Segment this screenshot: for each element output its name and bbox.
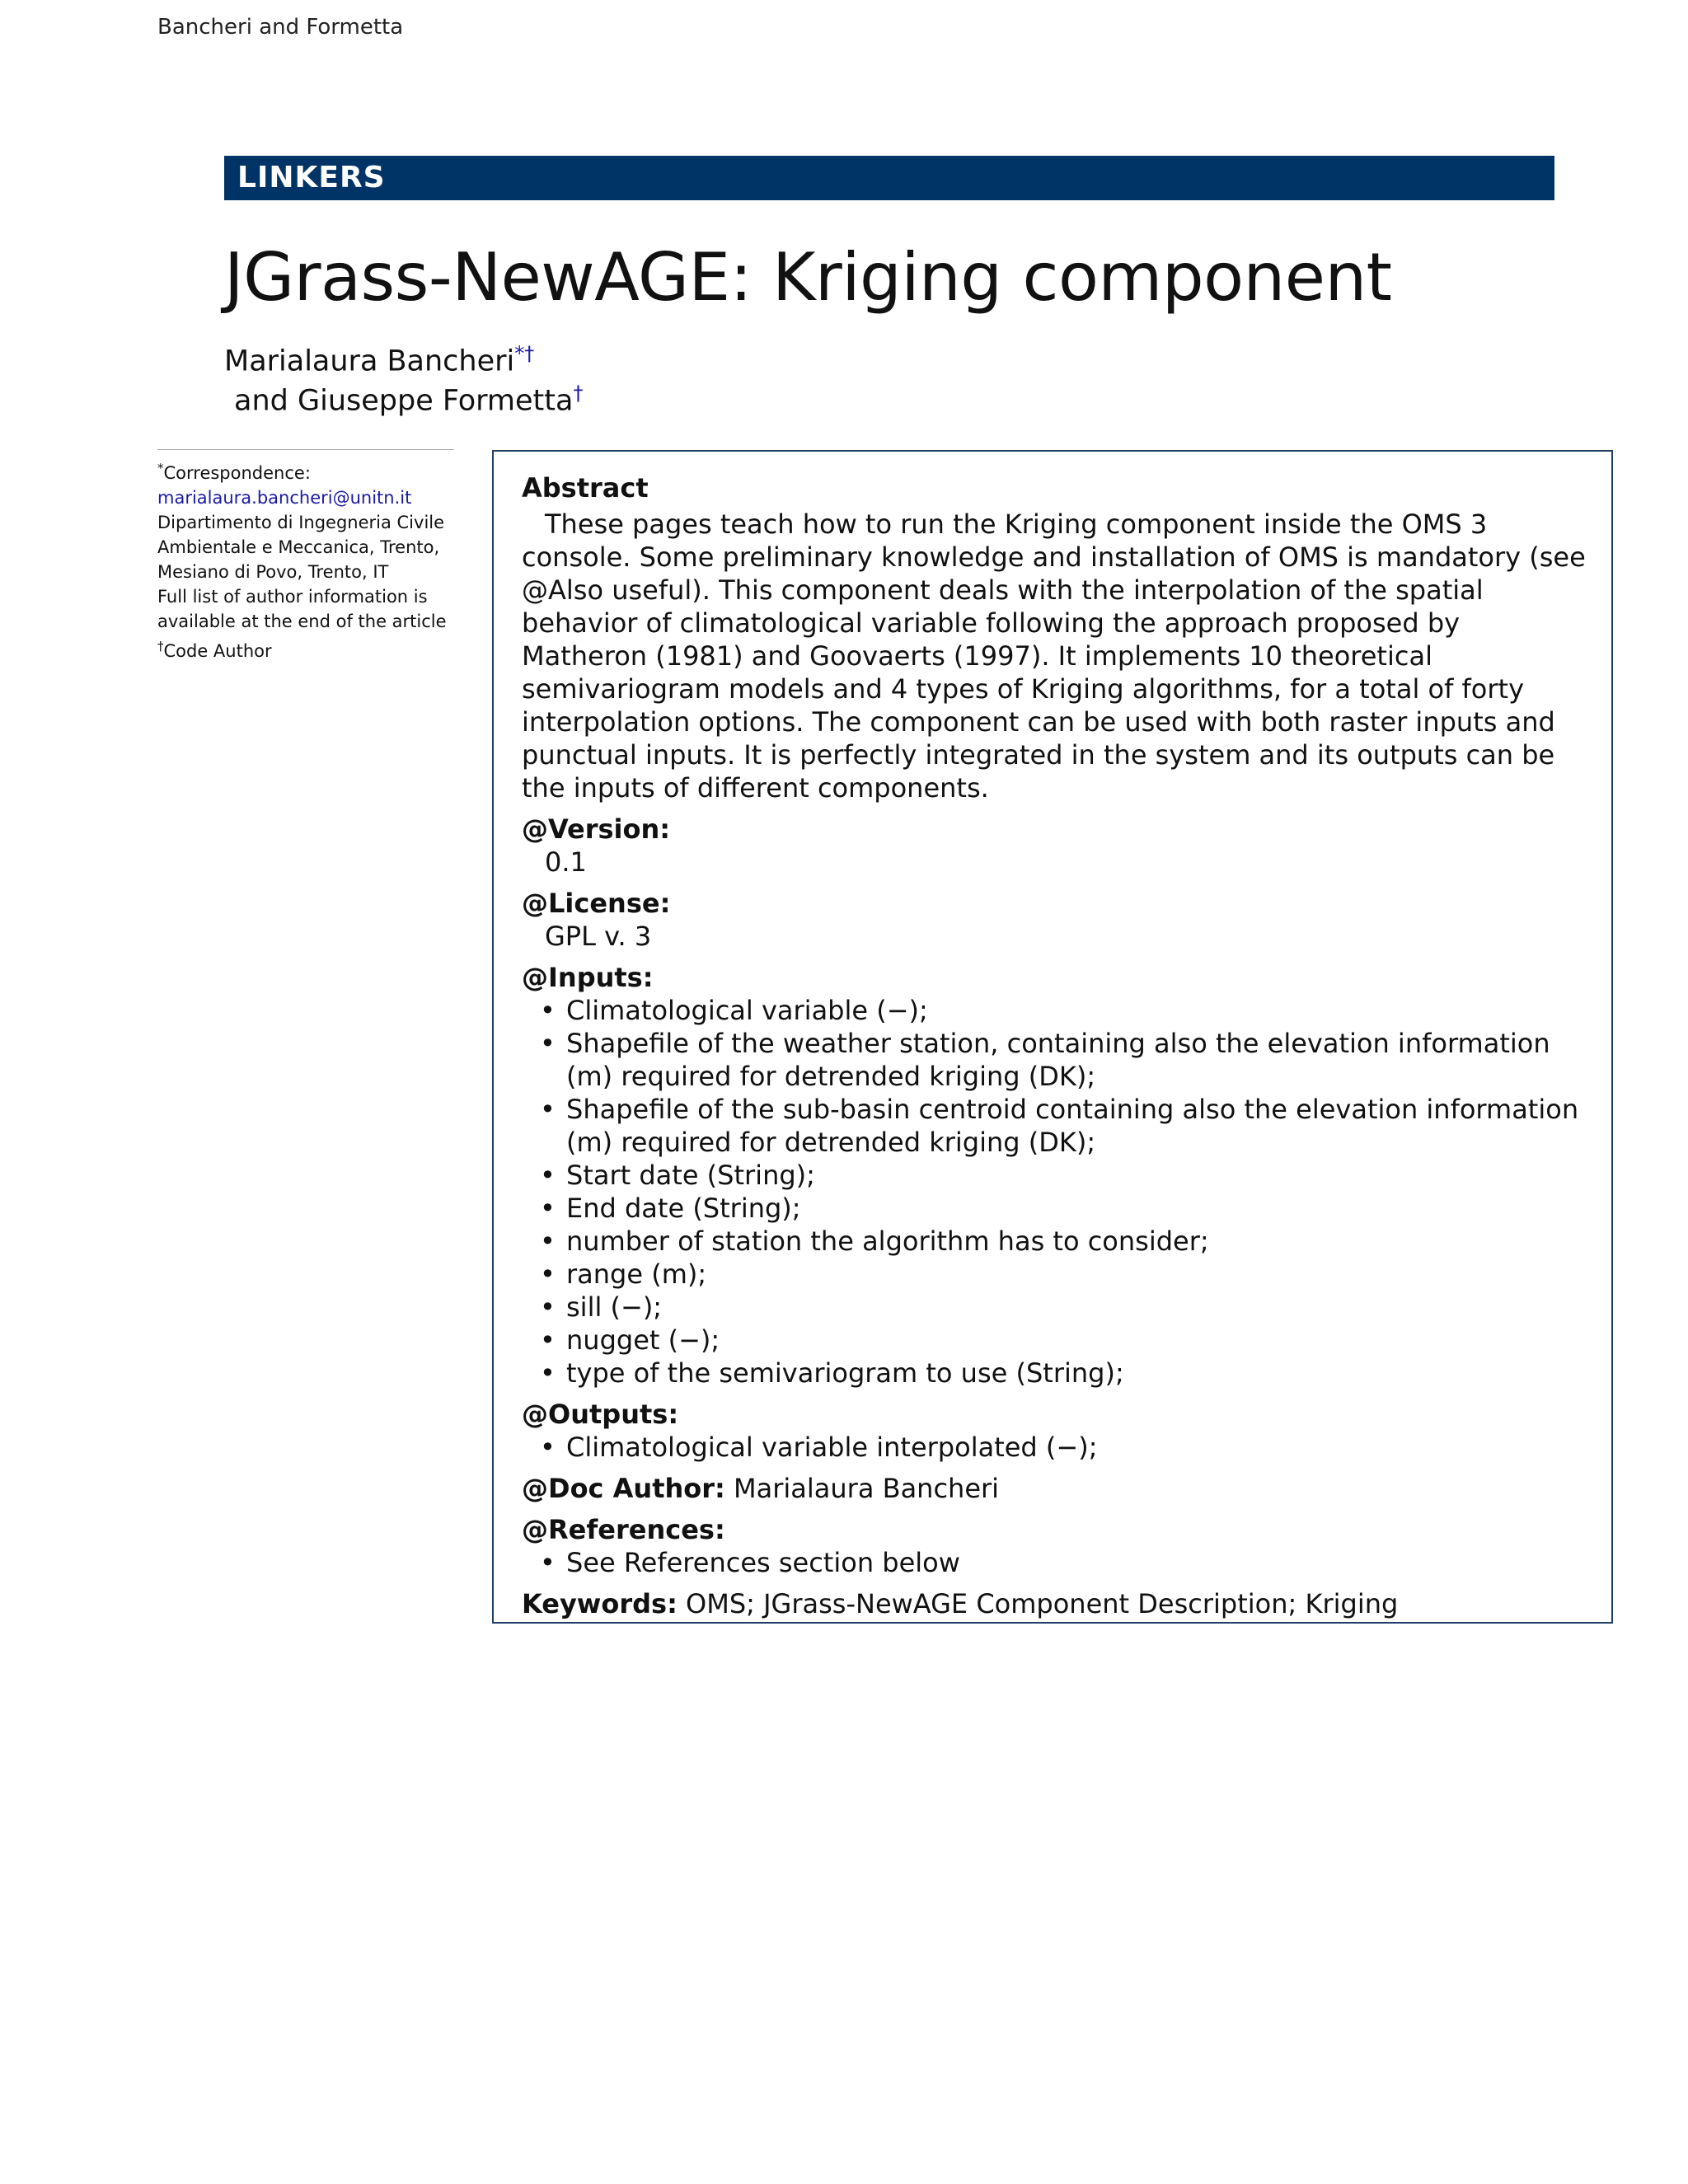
license-field xyxy=(522,887,1587,953)
code-author-note xyxy=(157,634,462,663)
sidenote-divider xyxy=(157,449,454,450)
inputs-field xyxy=(522,961,1587,1390)
doc-author-field xyxy=(522,1472,1587,1505)
code-author-label: Code Author xyxy=(163,641,272,661)
doc-author-label: @Doc Author: xyxy=(522,1473,725,1504)
keywords-value: OMS; JGrass-NewAGE Component Description; Kriging xyxy=(686,1588,1399,1619)
correspondence-email-link[interactable]: marialaura.bancheri@unitn.it xyxy=(157,488,412,508)
abstract-heading: Abstract xyxy=(522,472,649,504)
author-line-2 xyxy=(234,382,583,418)
input-item: • Climatological variable (−); xyxy=(566,994,1587,1027)
input-item: • sill (−); xyxy=(566,1291,1587,1324)
running-header: Bancheri and Formetta xyxy=(157,15,404,40)
inputs-label: @Inputs: xyxy=(522,962,654,993)
correspondence-label: Correspondence: xyxy=(163,463,311,483)
keywords-label: Keywords: xyxy=(522,1588,678,1619)
abstract-box xyxy=(492,450,1613,1624)
references-list xyxy=(522,1546,1587,1579)
version-field xyxy=(522,813,1587,879)
outputs-list xyxy=(522,1431,1587,1464)
author-name-2: and Giuseppe Formetta xyxy=(234,384,574,418)
input-item: • Shapefile of the weather station, containing also the elevation information (m) required for detrended kriging (DK); xyxy=(566,1027,1587,1093)
author-marks-1[interactable]: *† xyxy=(514,342,535,365)
license-value: GPL v. 3 xyxy=(545,921,652,952)
sidenotes xyxy=(157,456,462,663)
input-item: • range (m); xyxy=(566,1258,1587,1291)
author-line-1 xyxy=(224,342,534,378)
doc-author-value: Marialaura Bancheri xyxy=(734,1473,1000,1504)
input-item: • nugget (−); xyxy=(566,1324,1587,1357)
author-marks-2[interactable]: † xyxy=(573,382,584,405)
version-label: @Version: xyxy=(522,813,671,845)
input-item: • Shapefile of the sub-basin centroid containing also the elevation information (m) required for detrended kriging (DK); xyxy=(566,1093,1587,1159)
code-author-mark: † xyxy=(157,639,164,654)
keywords-field xyxy=(522,1587,1587,1620)
abstract-text: These pages teach how to run the Kriging component inside the OMS 3 console. Some preliminary knowledge and installation of OMS is mandatory (see @Also useful). This component deals with the interpolation of the spatial behavior of climatological variable following the approach proposed by Matheron (1981) and Goovaerts (1997). It implements 10 theoretical semivariogram models and 4 types of Kriging algorithms, for a total of forty interpolation options. The component can be used with both raster inputs and punctual inputs. It is perfectly integrated in the system and its outputs can be the inputs of different components. xyxy=(522,509,1586,804)
inputs-list xyxy=(522,994,1587,1390)
version-value: 0.1 xyxy=(545,846,587,878)
output-item: • Climatological variable interpolated (−); xyxy=(566,1431,1587,1464)
references-label: @References: xyxy=(522,1514,725,1545)
outputs-field xyxy=(522,1398,1587,1464)
correspondence-mark: * xyxy=(157,461,164,476)
correspondence-note xyxy=(157,456,462,485)
author-info-note: Full list of author information is available at the end of the article xyxy=(157,587,447,631)
license-label: @License: xyxy=(522,888,671,919)
input-item: • number of station the algorithm has to consider; xyxy=(566,1225,1587,1258)
references-field xyxy=(522,1513,1587,1579)
affiliation: Dipartimento di Ingegneria Civile Ambientale e Meccanica, Trento, Mesiano di Povo, Trento, IT xyxy=(157,513,445,582)
author-name-1: Marialaura Bancheri xyxy=(224,344,515,378)
outputs-label: @Outputs: xyxy=(522,1399,679,1430)
input-item: • type of the semivariogram to use (String); xyxy=(566,1357,1587,1390)
input-item: • Start date (String); xyxy=(566,1159,1587,1192)
page-title: JGrass-NewAGE: Kriging component xyxy=(224,239,1392,316)
reference-item: • See References section below xyxy=(566,1546,1587,1579)
input-item: • End date (String); xyxy=(566,1192,1587,1225)
section-bar: LINKERS xyxy=(224,156,1554,200)
